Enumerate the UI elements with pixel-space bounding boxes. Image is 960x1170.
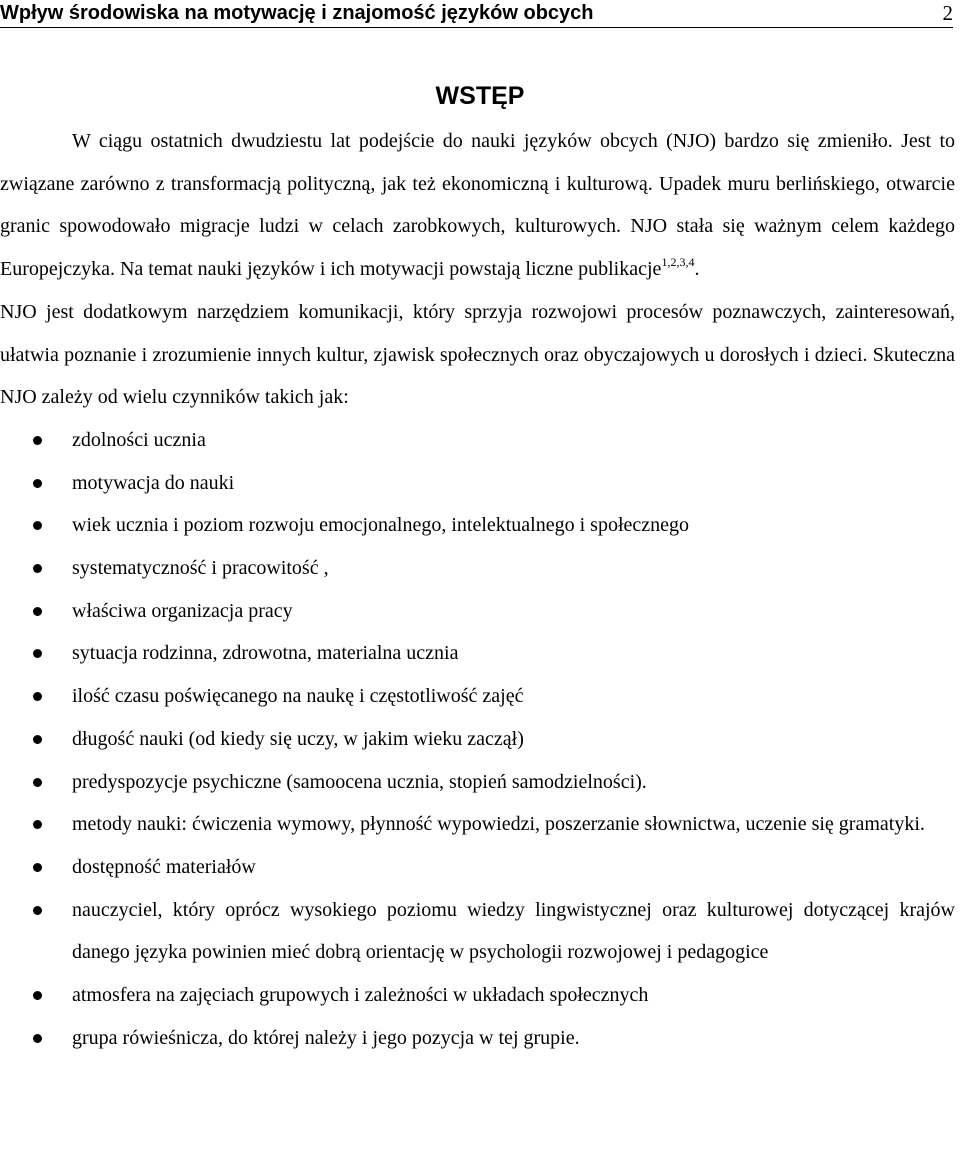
list-item-text: metody nauki: ćwiczenia wymowy, płynność wypowiedzi, poszerzanie słownictwa, uczenie się gramatyki.: [72, 813, 925, 836]
bullet-dot-icon: [33, 735, 42, 744]
bullet-dot-icon: [33, 436, 42, 445]
bullet-dot-icon: [33, 863, 42, 872]
list-item: [0, 889, 955, 974]
bullet-dot-icon: [33, 479, 42, 488]
list-item: [0, 803, 955, 846]
bullet-dot-icon: [33, 564, 42, 573]
bullet-dot-icon: [33, 692, 42, 701]
list-item-text: motywacja do nauki: [72, 471, 235, 494]
list-item-text: ilość czasu poświęcanego na naukę i częstotliwość zajęć: [72, 685, 524, 708]
list-item: [0, 462, 955, 505]
intro-paragraph-text: W ciągu ostatnich dwudziestu lat podejście do nauki języków obcych (NJO) bardzo się zmieniło. Jest to związane zarówno z transformacją polityczną, jak też ekonomiczną i kulturową. Upadek muru berlińskiego, otwarcie granic spowodowało migracje ludzi w celach zarobkowych, kulturowych. NJO stała się ważnym celem każdego Europejczyka. Na temat nauki języków i ich motywacji powstają liczne publikacje: [0, 130, 955, 281]
bullet-dot-icon: [33, 521, 42, 530]
reference-superscript: 1,2,3,4: [661, 255, 695, 270]
list-item: [0, 1017, 955, 1060]
running-header-title: Wpływ środowiska na motywację i znajomość języków obcych: [0, 2, 594, 24]
bullet-dot-icon: [33, 649, 42, 658]
list-item: [0, 419, 955, 462]
page-number: 2: [942, 1, 953, 25]
list-item: [0, 718, 955, 761]
bullet-dot-icon: [33, 906, 42, 915]
list-item-text: grupa rówieśnicza, do której należy i jego pozycja w tej grupie.: [72, 1026, 580, 1049]
list-item: [0, 632, 955, 675]
bullet-dot-icon: [33, 991, 42, 1000]
list-item-text: wiek ucznia i poziom rozwoju emocjonalnego, intelektualnego i społecznego: [72, 514, 690, 537]
list-item: [0, 547, 955, 590]
list-item: [0, 974, 955, 1017]
body-text: [0, 120, 955, 1059]
list-item-text: atmosfera na zajęciach grupowych i zależności w układach społecznych: [72, 984, 649, 1007]
bullet-dot-icon: [33, 607, 42, 616]
second-paragraph: NJO jest dodatkowym narzędziem komunikacji, który sprzyja rozwojowi procesów poznawczych, zainteresowań, ułatwia poznanie i zrozumienie innych kultur, zjawisk społecznych oraz obyczajowych u dorosłych i dzieci. Skuteczna NJO zależy od wielu czynników takich jak:: [0, 300, 955, 409]
bullet-dot-icon: [33, 1034, 42, 1043]
list-item-text: zdolności ucznia: [72, 428, 206, 451]
list-item: [0, 761, 955, 804]
factors-list: [0, 419, 955, 1060]
list-item-text: systematyczność i pracowitość ,: [72, 557, 329, 580]
intro-paragraph-end: .: [694, 258, 700, 281]
running-header: [0, 0, 960, 30]
list-item-text: długość nauki (od kiedy się uczy, w jakim wieku zaczął): [72, 727, 524, 750]
bullet-dot-icon: [33, 778, 42, 787]
list-item-text: sytuacja rodzinna, zdrowotna, materialna ucznia: [72, 642, 459, 665]
intro-paragraph: [0, 120, 955, 291]
list-item-text: dostępność materiałów: [72, 855, 256, 878]
header-rule: [0, 27, 953, 28]
list-item-text: predyspozycje psychiczne (samoocena ucznia, stopień samodzielności).: [72, 770, 647, 793]
list-item-text: właściwa organizacja pracy: [72, 599, 293, 622]
section-heading-text: WSTĘP: [435, 82, 525, 110]
section-heading: [0, 80, 960, 112]
list-item: [0, 675, 955, 718]
list-item: [0, 846, 955, 889]
bullet-dot-icon: [33, 820, 42, 829]
list-item: [0, 504, 955, 547]
list-item-text: nauczyciel, który oprócz wysokiego poziomu wiedzy lingwistycznej oraz kulturowej dotyczącej krajów danego języka powinien mieć dobrą orientację w psychologii rozwojowej i pedagogice: [72, 898, 955, 964]
list-item: [0, 590, 955, 633]
